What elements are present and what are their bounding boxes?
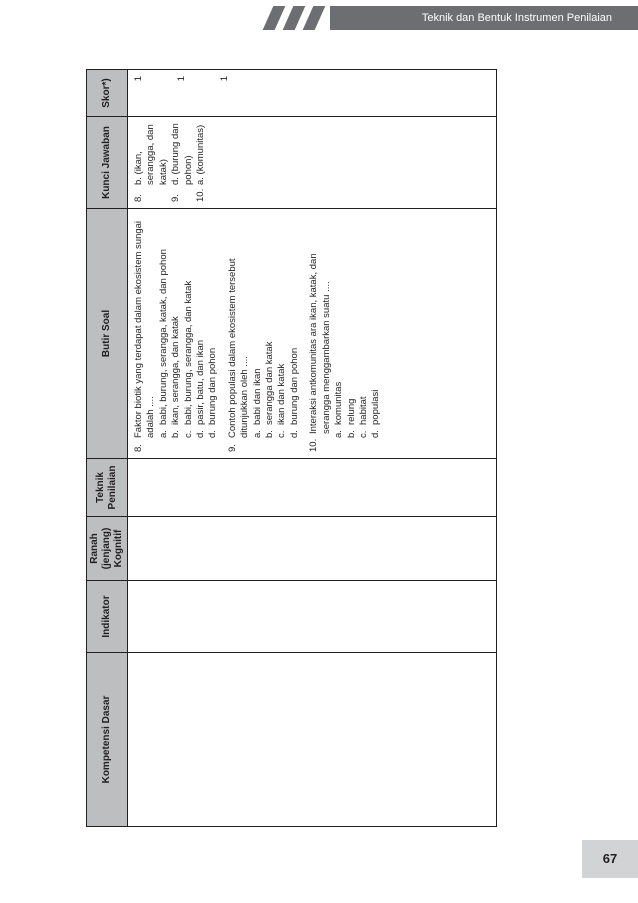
table-header-row	[87, 70, 128, 827]
option: d. pasir, batu, dan ikan	[195, 339, 207, 438]
answer-9: 9. d. (burung dan pohon)	[170, 123, 194, 202]
cell-kunci-jawaban	[128, 117, 497, 209]
score-8: 1	[133, 76, 144, 82]
option: c. ikan dan katak	[276, 363, 288, 438]
header-ranah-line-1: Ranah	[89, 533, 100, 564]
question-stem: Interaksi antkomunitas ara ikan, katak, dan serangga menggambarkan suatu ....	[308, 253, 332, 434]
header-title: Teknik dan Bentuk Instrumen Penilaian	[421, 12, 612, 24]
page-number-box	[582, 840, 638, 878]
cell-ranah	[128, 517, 497, 581]
table-row	[128, 70, 497, 827]
score-9: 1	[176, 76, 187, 82]
question-number: 9.	[226, 444, 238, 452]
header-kunci-jawaban: Kunci Jawaban	[87, 117, 128, 209]
option: d. burung dan pohon	[207, 347, 219, 438]
question-8	[133, 215, 220, 452]
header-stripe-2	[283, 6, 306, 30]
question-9	[227, 215, 301, 452]
rubric-table-rotator	[86, 70, 497, 827]
header-kompetensi-dasar: Kompetensi Dasar	[87, 653, 128, 827]
question-number: 10.	[308, 438, 320, 452]
header-teknik-line-1: Teknik	[95, 472, 106, 503]
header-stripe-3	[303, 6, 326, 30]
rubric-table-area	[86, 70, 497, 827]
option: a. komunitas	[333, 381, 345, 438]
question-number: 8.	[133, 444, 144, 452]
option: d. burung dan pohon	[288, 347, 300, 438]
option: d. populasi	[370, 389, 382, 438]
option: b. relung	[345, 398, 357, 438]
header-ranah-line-2: (jenjang)	[101, 527, 112, 570]
option: b. ikan, serangga, dan katak	[170, 316, 182, 438]
option: a. babi dan ikan	[251, 368, 263, 438]
header-skor: Skor*)	[87, 70, 128, 117]
header-stripe-1	[263, 6, 286, 30]
cell-kompetensi-dasar	[128, 653, 497, 827]
header-butir-soal: Butir Soal	[87, 209, 128, 459]
question-stem: Contoh populasi dalam ekosistem tersebut ditunjukkan oleh ....	[226, 258, 251, 438]
cell-teknik	[128, 459, 497, 517]
cell-indikator	[128, 581, 497, 653]
answer-8: 8. b. (ikan, serangga, dan katak)	[133, 124, 169, 202]
option: a. babi, burung, serangga, katak, dan pohon	[157, 249, 169, 438]
option: c. babi, burung, serangga, dan katak	[182, 280, 194, 438]
page-number: 67	[602, 851, 618, 866]
cell-skor	[128, 70, 497, 117]
header-ranah	[87, 517, 128, 581]
question-10	[308, 215, 382, 452]
rubric-table	[86, 69, 497, 827]
header-ranah-line-3: Kognitif	[113, 529, 124, 568]
question-stem: Faktor biotik yang terdapat dalam ekosistem sungai adalah ....	[133, 220, 157, 438]
header-bar	[330, 6, 638, 30]
option: c. habitat	[357, 396, 369, 438]
cell-butir-soal	[128, 209, 497, 459]
header-teknik	[87, 459, 128, 517]
score-10: 1	[219, 76, 230, 82]
header-teknik-line-2: Penilaian	[107, 465, 118, 510]
header-indikator: Indikator	[87, 581, 128, 653]
answer-10: 10. a. (komunitas)	[195, 124, 207, 202]
option: b. serangga dan katak	[264, 341, 276, 438]
